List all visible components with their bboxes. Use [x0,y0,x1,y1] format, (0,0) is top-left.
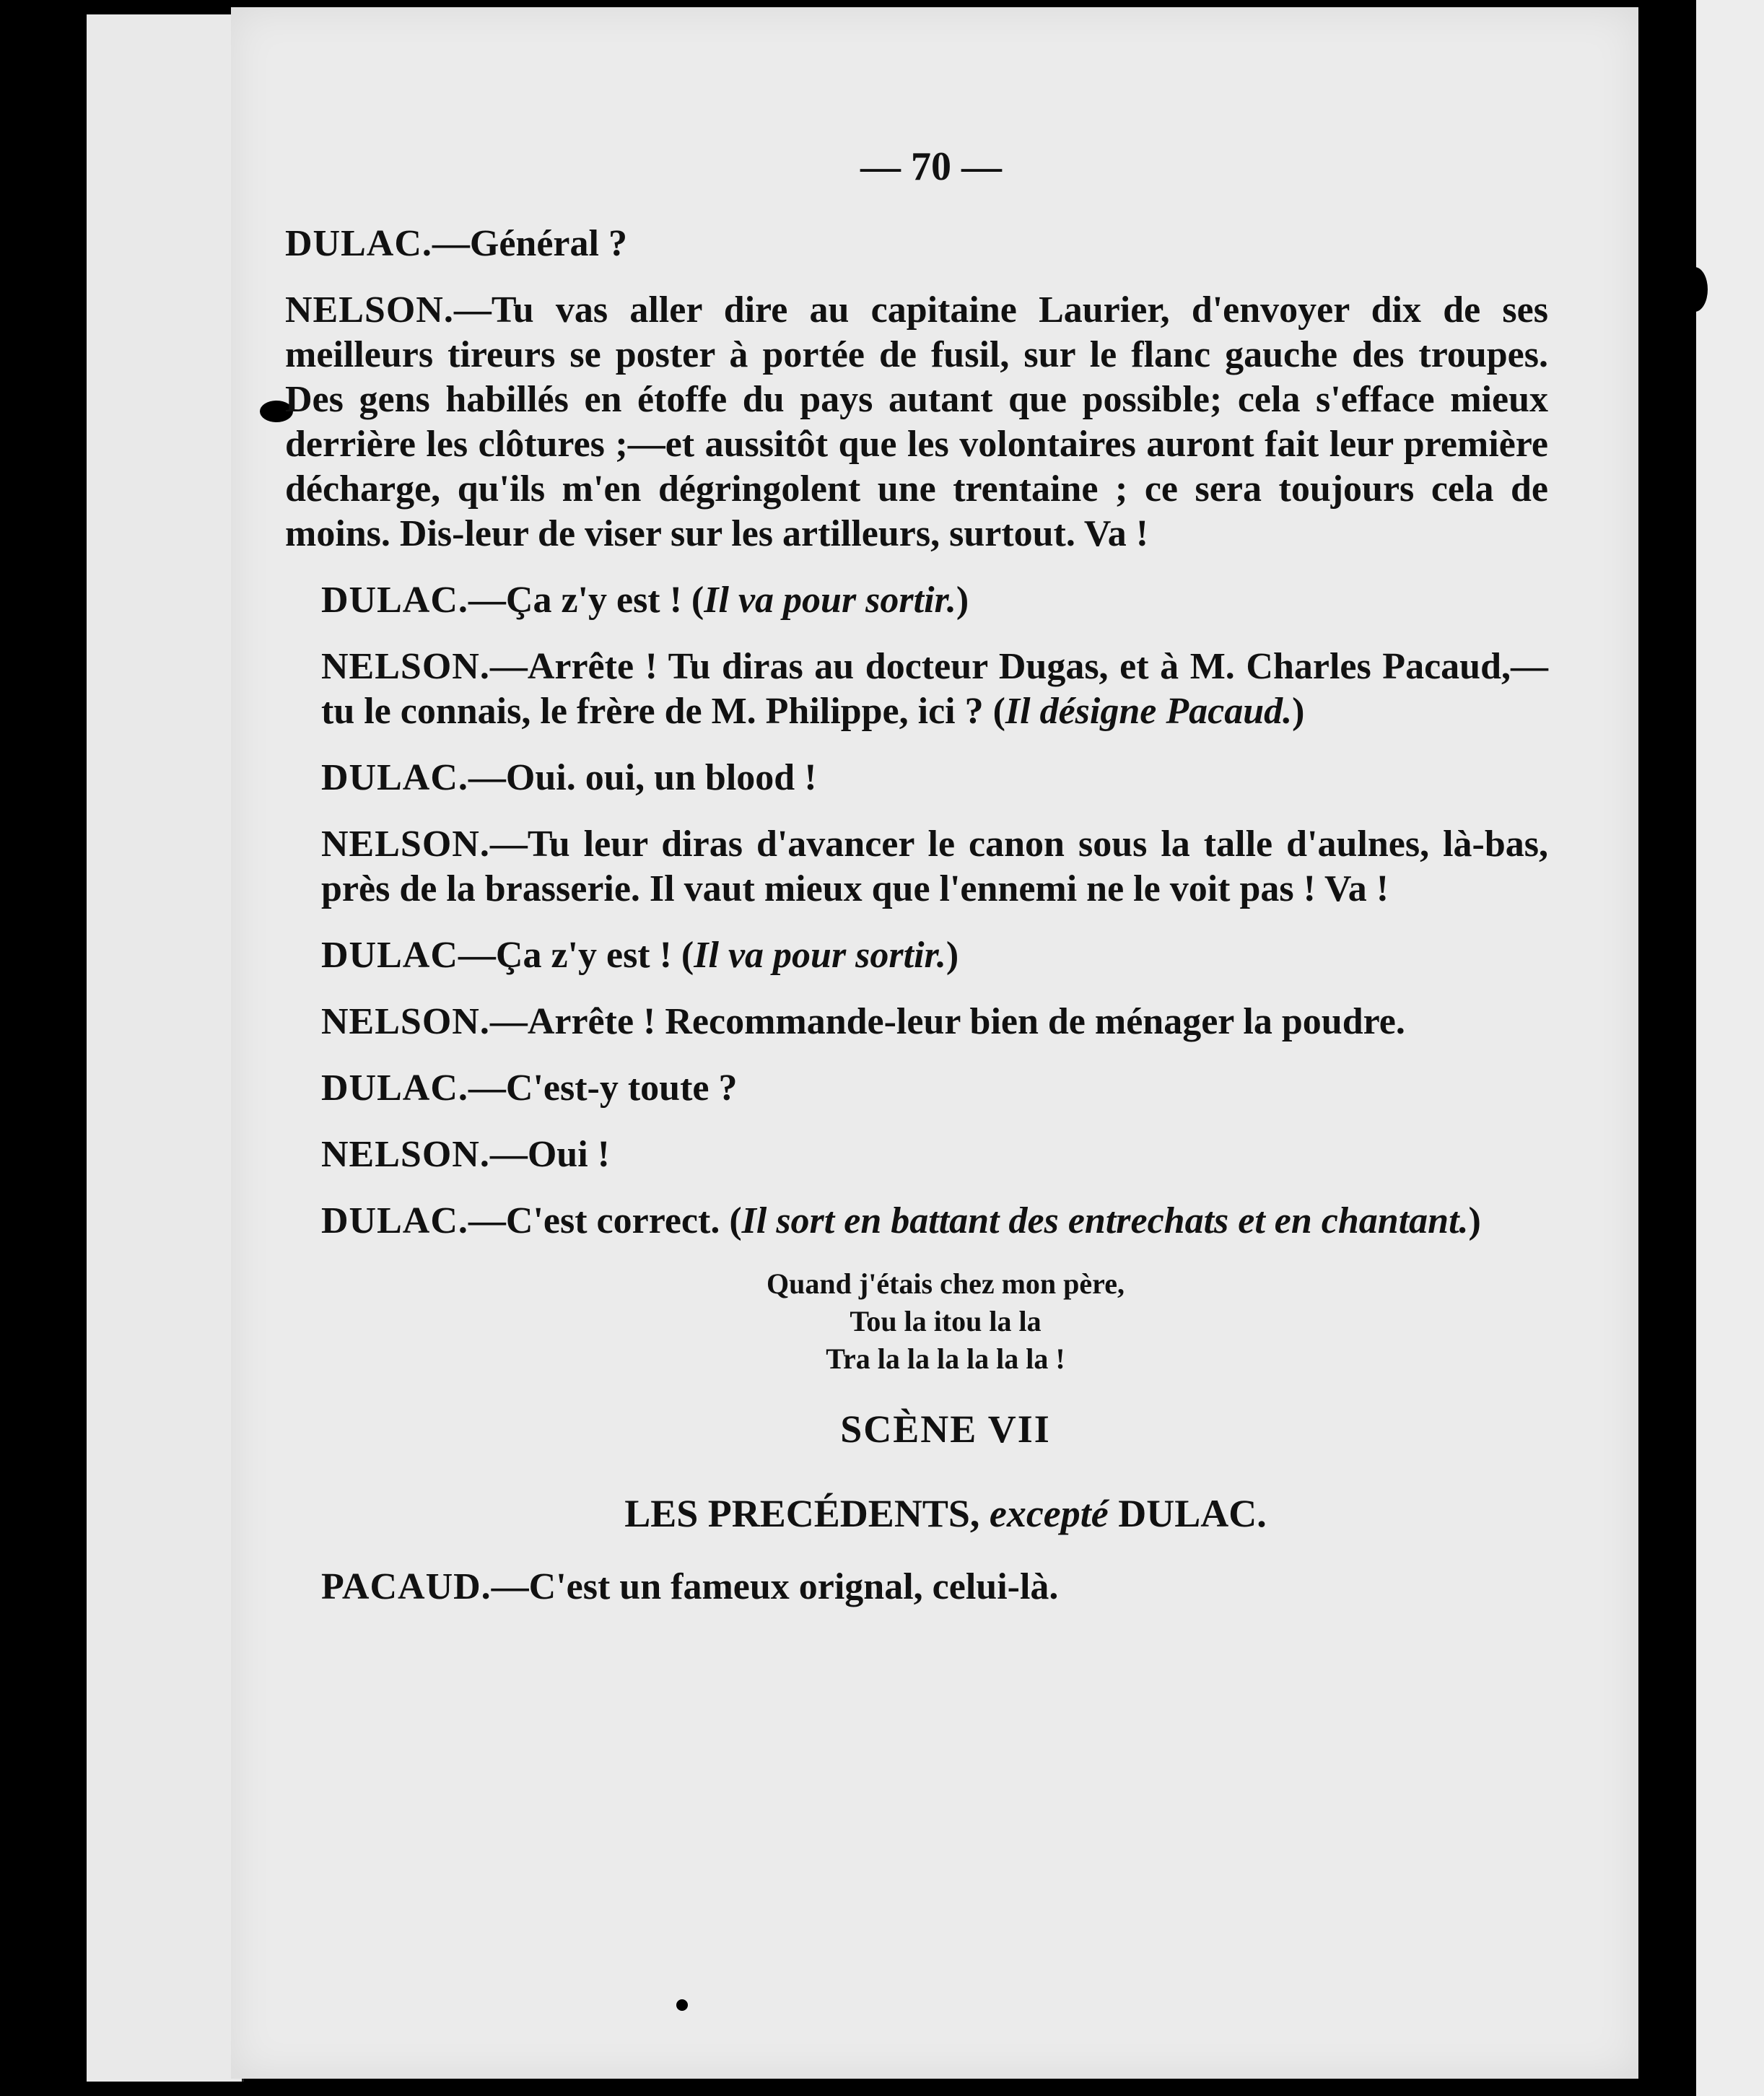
dialogue-line [285,645,1548,734]
dash: — [489,646,528,687]
page-number: — 70 — [860,144,1002,189]
speaker-name: NELSON. [321,824,490,865]
page-text [285,144,1548,1631]
dialogue-line [285,933,1548,978]
dialogue-text: C'est-y toute ? [505,1067,738,1109]
stage-close: ) [956,580,969,621]
dash: — [491,1566,529,1607]
speaker-name: DULAC. [321,580,468,621]
page-gutter-shadow [1660,0,1696,2096]
dialogue-line [285,822,1548,912]
dialogue-text: Oui ! [527,1134,610,1175]
dialogue-text: C'est correct. ( [505,1200,742,1241]
dialogue-text: Général ? [469,223,627,264]
stage-close: ) [1292,691,1305,732]
ink-blot [1682,267,1708,312]
dash: — [458,935,496,976]
dash: — [489,1001,528,1042]
speaker-name: NELSON. [285,289,454,331]
stage-direction: Il sort en battant des entrechats et en chantant. [741,1200,1469,1241]
dash: — [468,1067,506,1109]
dash: — [489,824,528,865]
song-line: Tou la itou la la [850,1305,1042,1337]
dash: — [468,757,506,798]
dialogue-line [285,1132,1548,1177]
speaker-name: NELSON. [321,646,490,687]
speaker-name: DULAC. [321,1200,468,1241]
dialogue-line [285,1565,1548,1610]
dialogue-text: Ça z'y est ! ( [505,580,704,621]
song-line: Quand j'étais chez mon père, [767,1267,1125,1300]
speaker-name: NELSON. [321,1001,490,1042]
dialogue-line [285,756,1548,800]
dash: — [468,580,506,621]
dash: — [432,223,470,264]
dialogue-line [285,1066,1548,1111]
dialogue-text: Tu leur diras d'avancer le canon sous la talle d'aulnes, là-bas, près de la brasserie. Il vaut mieux que l'ennemi ne le voit pas ! Va ! [321,824,1548,909]
stage-close: ) [1468,1200,1481,1241]
characters-part2: DULAC. [1118,1492,1267,1535]
dialogue-text: Ça z'y est ! ( [495,935,694,976]
dialogue-text: Arrête ! Tu diras au docteur Dugas, et à M. Charles Pacaud,—tu le connais, le frère de M. Philippe, ici ? ( [321,646,1548,732]
stage-direction: Il va pour sortir. [704,580,956,621]
dash: — [453,289,492,331]
dialogue-text: Arrête ! Recommande-leur bien de ménager la poudre. [527,1001,1405,1042]
stage-direction: Il désigne Pacaud. [1005,691,1293,732]
dialogue-line [285,288,1548,556]
speaker-name: DULAC. [285,223,432,264]
dialogue-text: Tu vas aller dire au capitaine Laurier, d'envoyer dix de ses meilleurs tireurs se poster à portée de fusil, sur le flanc gauche des troupes. Des gens habillés en étoffe du pays autant que possible; cela s'efface mieux derrière les clôtures ;—et aussitôt que les volontaires auront fait leur première décharge, qu'ils m'en dégringolent une trentaine ; ce sera toujours cela de moins. Dis-leur de viser sur les artilleurs, surtout. Va ! [285,289,1548,554]
dash: — [489,1134,528,1175]
characters-italic: excepté [989,1492,1109,1535]
dialogue-text: C'est un fameux orignal, celui-là. [528,1566,1059,1607]
ink-blot [676,1999,688,2011]
dialogue-line [285,578,1548,623]
dialogue-line [285,1199,1548,1244]
dialogue-text: Oui. oui, un blood ! [505,757,817,798]
dash: — [468,1200,506,1241]
speaker-name: PACAUD. [321,1566,492,1607]
characters-part1: LES PRECÉDENTS, [624,1492,980,1535]
dialogue-line [285,222,1548,266]
scene-characters [285,1491,1548,1536]
speaker-name: NELSON. [321,1134,490,1175]
stage-close: ) [946,935,959,976]
speaker-name: DULAC. [321,1067,468,1109]
dialogue-line [285,1000,1548,1044]
scene-heading: SCÈNE VII [840,1407,1051,1451]
song-lyrics [285,1265,1548,1378]
facing-page-edge [1696,0,1764,2096]
stage-direction: Il va pour sortir. [694,935,946,976]
speaker-name: DULAC. [321,757,468,798]
speaker-name: DULAC [321,935,458,976]
song-line: Tra la la la la la la ! [826,1342,1065,1375]
